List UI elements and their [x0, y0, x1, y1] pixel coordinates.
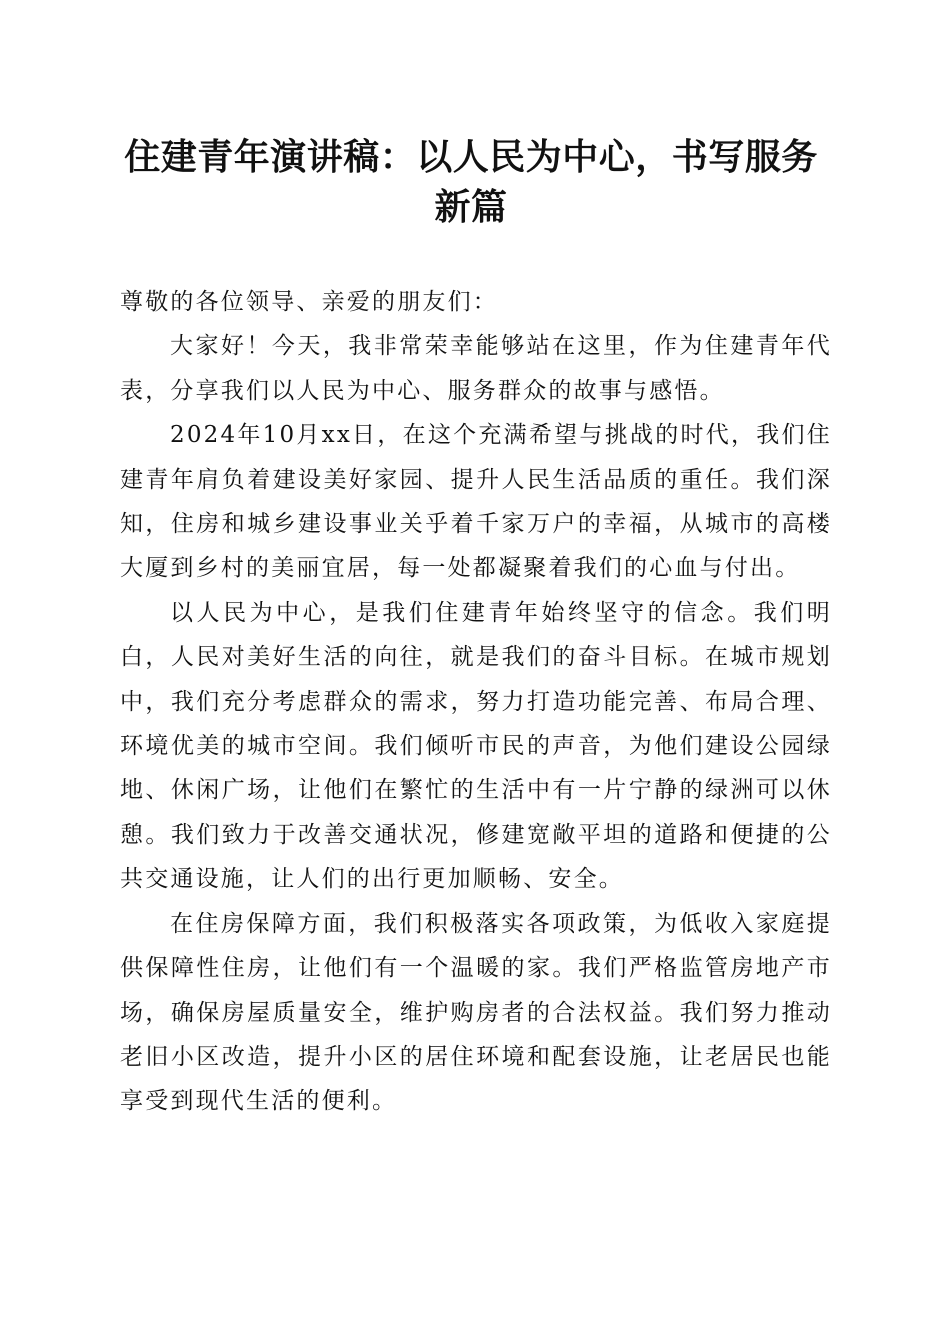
- salutation: 尊敬的各位领导、亲爱的朋友们：: [120, 289, 498, 315]
- paragraph-mission: 2024年10月xx日，在这个充满希望与挑战的时代，我们住建青年肩负着建设美好家园、提升人民生活品质的重任。我们深知，住房和城乡建设事业关乎着千家万户的幸福，从城市的高楼大厦到乡村的美丽宜居，每一处都凝聚着我们的心血与付出。: [120, 422, 832, 582]
- document-title: 住建青年演讲稿：以人民为中心，书写服务新篇: [124, 136, 818, 228]
- paragraph-housing-security: 在住房保障方面，我们积极落实各项政策，为低收入家庭提供保障性住房，让他们有一个温暖的家。我们严格监管房地产市场，确保房屋质量安全，维护购房者的合法权益。我们努力推动老旧小区改造，提升小区的居住环境和配套设施，让老居民也能享受到现代生活的便利。: [120, 910, 832, 1115]
- paragraph-people-centered: 以人民为中心，是我们住建青年始终坚守的信念。我们明白，人民对美好生活的向往，就是我们的奋斗目标。在城市规划中，我们充分考虑群众的需求，努力打造功能完善、布局合理、环境优美的城市空间。我们倾听市民的声音，为他们建设公园绿地、休闲广场，让他们在繁忙的生活中有一片宁静的绿洲可以休憩。我们致力于改善交通状况，修建宽敞平坦的道路和便捷的公共交通设施，让人们的出行更加顺畅、安全。: [120, 599, 832, 893]
- document-body: [120, 280, 832, 1124]
- paragraph-greeting: 大家好！今天，我非常荣幸能够站在这里，作为住建青年代表，分享我们以人民为中心、服务群众的故事与感悟。: [120, 333, 832, 404]
